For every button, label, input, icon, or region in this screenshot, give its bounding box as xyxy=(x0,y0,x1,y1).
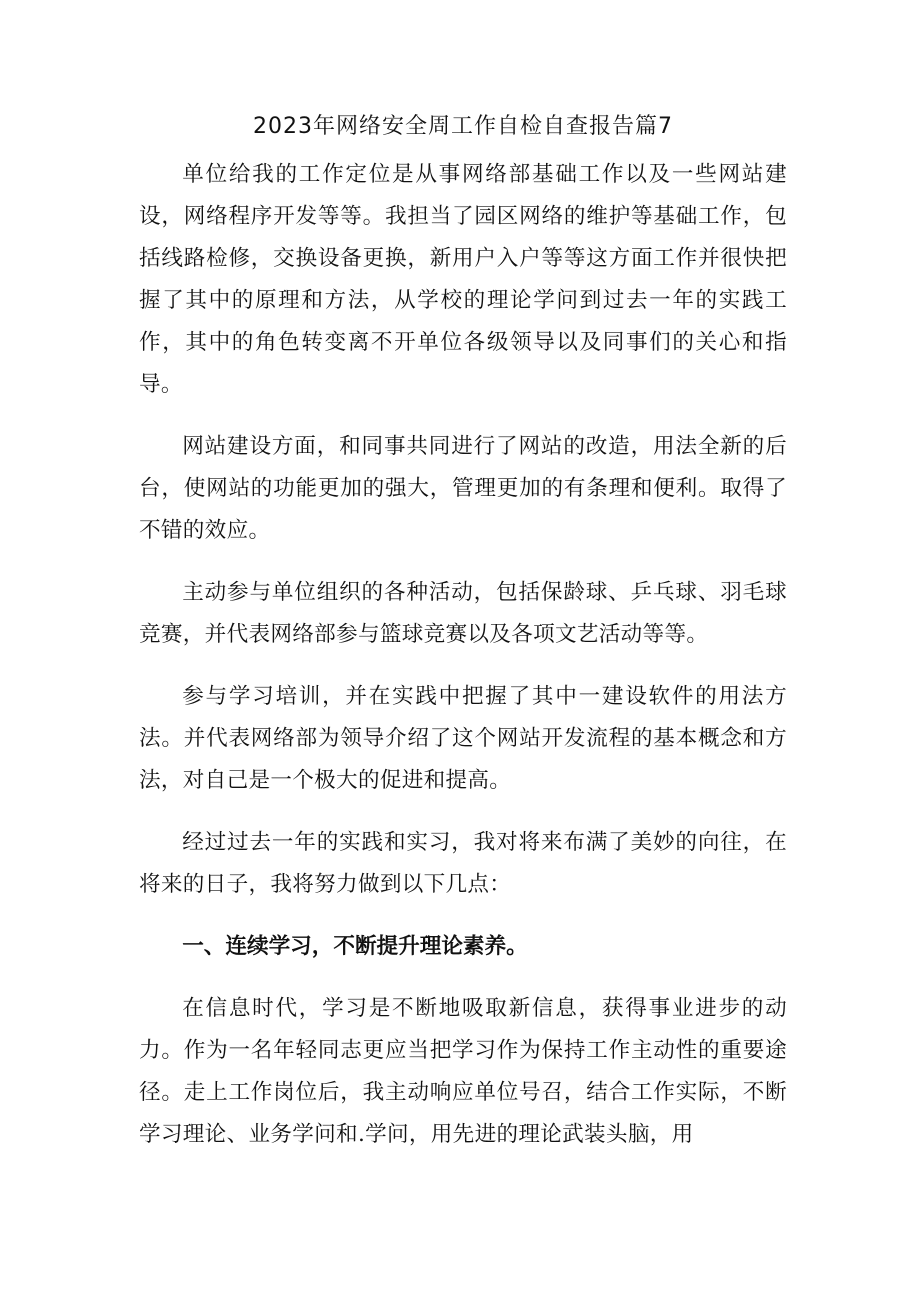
paragraph-activities: 主动参与单位组织的各种活动，包括保龄球、乒乓球、羽毛球竞赛，并代表网络部参与篮球竞赛以及各项文艺活动等等。 xyxy=(139,580,787,647)
paragraph-job-positioning: 单位给我的工作定位是从事网络部基础工作以及一些网站建设，网络程序开发等等。我担当了园区网络的维护等基础工作，包括线路检修，交换设备更换，新用户入户等等这方面工作并很快把握了其中的原理和方法，从学校的理论学问到过去一年的实践工作，其中的角色转变离不开单位各级领导以及同事们的关心和指导。 xyxy=(139,162,787,397)
document-title: 2023年网络安全周工作自检自查报告篇7 xyxy=(253,114,673,139)
paragraph-website-building: 网站建设方面，和同事共同进行了网站的改造，用法全新的后台，使网站的功能更加的强大，管理更加的有条理和便利。取得了不错的效应。 xyxy=(139,434,787,543)
paragraph-information-age: 在信息时代，学习是不断地吸取新信息，获得事业进步的动力。作为一名年轻同志更应当把学习作为保持工作主动性的重要途径。走上工作岗位后，我主动响应单位号召，结合工作实际，不断学习理论、业务学问和.学问，用先进的理论武装头脑，用 xyxy=(139,996,787,1147)
document-body xyxy=(139,108,787,1176)
paragraph-training: 参与学习培训，并在实践中把握了其中一建设软件的用法方法。并代表网络部为领导介绍了这个网站开发流程的基本概念和方法，对自己是一个极大的促进和提高。 xyxy=(139,684,787,793)
paragraph-outlook: 经过过去一年的实践和实习，我对将来布满了美妙的向往，在将来的日子，我将努力做到以下几点： xyxy=(139,830,787,897)
section-heading-continuous-learning: 一、连续学习，不断提升理论素养。 xyxy=(182,934,528,959)
